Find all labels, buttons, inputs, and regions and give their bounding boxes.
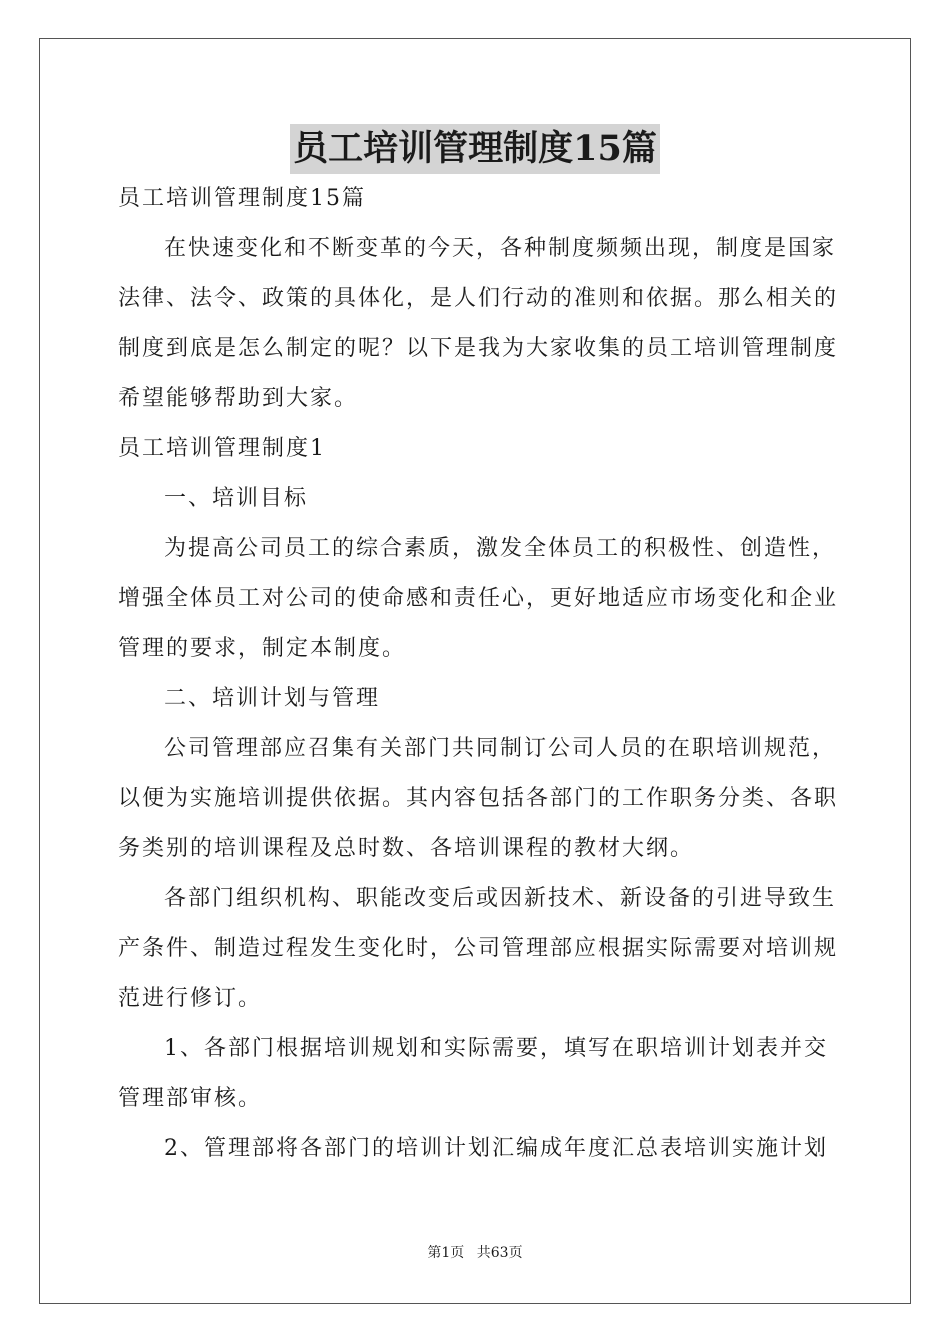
page-total: 共63页 (476, 1245, 523, 1261)
paragraph-line: 法律、法令、政策的具体化，是人们行动的准则和依据。那么相关的 (118, 286, 839, 311)
paragraph-line: 为提高公司员工的综合素质，激发全体员工的积极性、创造性， (164, 536, 837, 561)
page-footer (0, 1243, 950, 1263)
subsection-heading: 二、培训计划与管理 (164, 686, 381, 711)
paragraph-line: 在快速变化和不断变革的今天，各种制度频频出现，制度是国家 (164, 236, 837, 261)
paragraph-line: 希望能够帮助到大家。 (118, 386, 359, 411)
paragraph-line: 制度到底是怎么制定的呢？以下是我为大家收集的员工培训管理制度 (118, 336, 839, 361)
page-number: 第1页 (427, 1245, 465, 1261)
document-body (118, 174, 838, 1174)
paragraph-line: 增强全体员工对公司的使命感和责任心，更好地适应市场变化和企业 (118, 586, 839, 611)
paragraph-line: 2、管理部将各部门的培训计划汇编成年度汇总表培训实施计划 (164, 1136, 828, 1161)
paragraph-line: 1、各部门根据培训规划和实际需要，填写在职培训计划表并交 (164, 1036, 828, 1061)
paragraph-line: 产条件、制造过程发生变化时，公司管理部应根据实际需要对培训规 (118, 936, 839, 961)
paragraph-line: 公司管理部应召集有关部门共同制订公司人员的在职培训规范， (164, 736, 837, 761)
paragraph-line: 管理部审核。 (118, 1086, 263, 1111)
section-heading: 员工培训管理制度1 (118, 436, 326, 461)
paragraph-line: 各部门组织机构、职能改变后或因新技术、新设备的引进导致生 (164, 886, 837, 911)
document-title: 员工培训管理制度15篇 (290, 124, 660, 174)
paragraph-line: 管理的要求，制定本制度。 (118, 636, 407, 661)
subtitle-line: 员工培训管理制度15篇 (118, 186, 366, 211)
paragraph-line: 务类别的培训课程及总时数、各培训课程的教材大纲。 (118, 836, 695, 861)
subsection-heading: 一、培训目标 (164, 486, 309, 511)
paragraph-line: 以便为实施培训提供依据。其内容包括各部门的工作职务分类、各职 (118, 786, 839, 811)
title-wrap (0, 124, 950, 174)
paragraph-line: 范进行修订。 (118, 986, 263, 1011)
